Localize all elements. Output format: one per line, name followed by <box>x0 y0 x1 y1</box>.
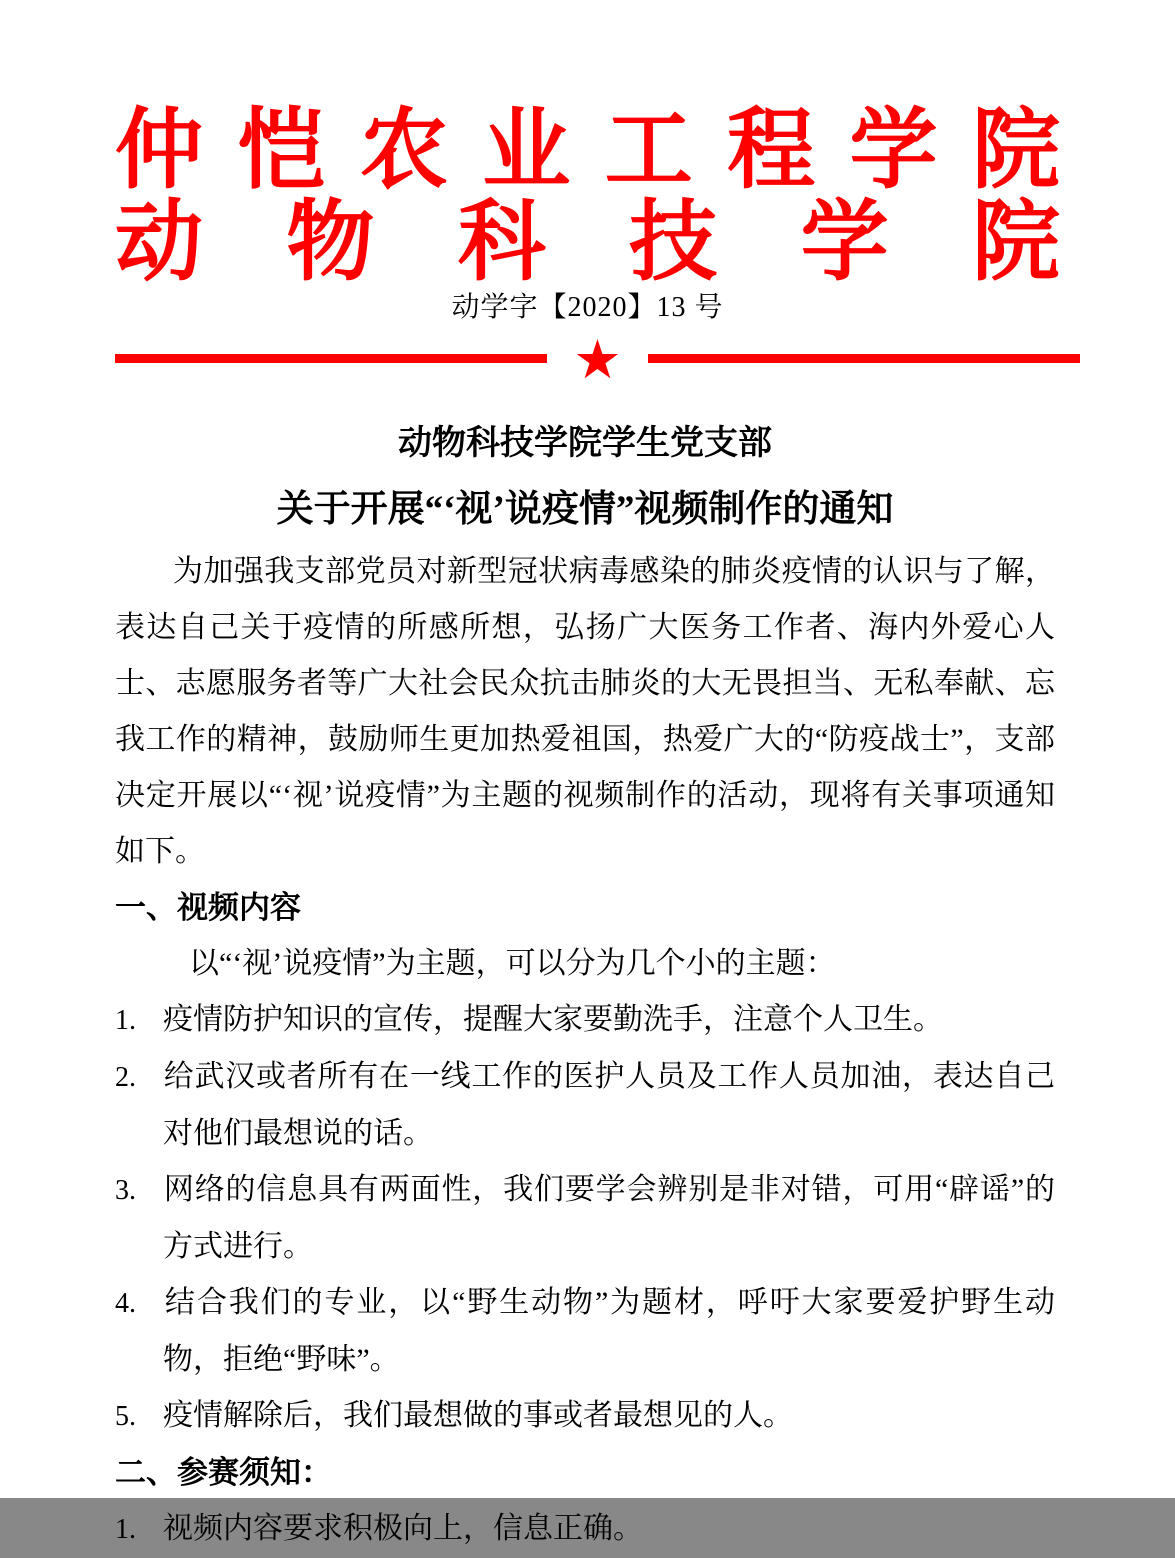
list-item <box>115 1388 1055 1445</box>
list-item-number: 3. <box>115 1175 136 1206</box>
red-letterhead <box>0 0 1175 390</box>
list-item <box>115 1162 1055 1275</box>
document-body <box>0 424 1175 1558</box>
list-item <box>115 1275 1055 1388</box>
list-item-text: 给武汉或者所有在一线工作的医护人员及工作人员加油，表达自己对他们最想说的话。 <box>163 1060 1055 1150</box>
notice-text <box>115 544 1055 1558</box>
list-item-number: 1. <box>115 1005 136 1036</box>
doc-number: 动学字【2020】13 号 <box>451 292 724 323</box>
star-divider <box>115 330 1080 390</box>
list-item-text: 疫情解除后，我们最想做的事或者最想见的人。 <box>163 1399 793 1432</box>
intro-paragraph: 为加强我支部党员对新型冠状病毒感染的肺炎疫情的认识与了解，表达自己关于疫情的所感所想，弘扬广大医务工作者、海内外爱心人士、志愿服务者等广大社会民众抗击肺炎的大无畏担当、无私奉献、忘我工作的精神，鼓励师生更加热爱祖国，热爱广大的“防疫战士”，支部决定开展以“‘视’说疫情”为主题的视频制作的活动，现将有关事项通知如下。 <box>115 555 1055 868</box>
list-item-number: 2. <box>115 1062 136 1093</box>
doc-title-line2: 关于开展“‘视’说疫情”视频制作的通知 <box>276 489 894 530</box>
section2-heading: 二、参赛须知： <box>115 1455 332 1490</box>
list-item-text: 结合我们的专业，以“野生动物”为题材，呼吁大家要爱护野生动物，拒绝“野味”。 <box>163 1286 1055 1376</box>
list-item <box>115 1049 1055 1162</box>
list-item-text: 网络的信息具有两面性，我们要学会辨别是非对错，可用“辟谣”的方式进行。 <box>163 1173 1055 1263</box>
doc-title-line1: 动物科技学院学生党支部 <box>398 425 772 462</box>
list-item <box>115 1501 1055 1558</box>
list-item-text: 疫情防护知识的宣传，提醒大家要勤洗手，注意个人卫生。 <box>163 1003 943 1036</box>
org-name-line1: 仲 恺 农 业 工 程 学 院 <box>115 100 1060 199</box>
section1-heading: 一、视频内容 <box>115 890 301 925</box>
list-item <box>115 992 1055 1049</box>
divider-line-right <box>648 354 1080 363</box>
divider-line-left <box>115 354 547 363</box>
list-item-text: 视频内容要求积极向上，信息正确。 <box>163 1512 643 1545</box>
section1-intro: 以“‘视’说疫情”为主题，可以分为几个小的主题： <box>189 947 836 980</box>
list-item-number: 4. <box>115 1288 136 1319</box>
star-icon: ★ <box>573 330 622 390</box>
list-item-number: 5. <box>115 1401 136 1432</box>
list-item-number: 1. <box>115 1514 136 1545</box>
org-name-line2: 动 物 科 技 学 院 <box>115 192 1060 291</box>
